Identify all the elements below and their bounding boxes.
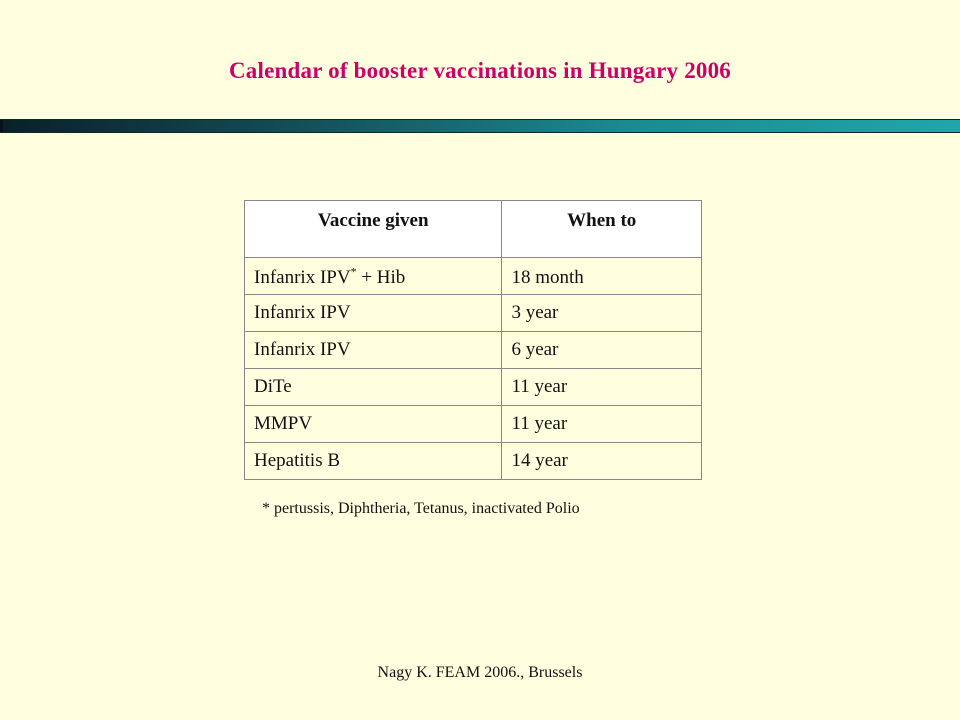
slide-title: Calendar of booster vaccinations in Hungary 2006 — [229, 58, 731, 83]
vaccine-cell: Infanrix IPV — [245, 295, 502, 332]
vaccine-cell: Infanrix IPV — [245, 332, 502, 369]
vaccine-cell: DiTe — [245, 369, 502, 406]
table-row — [245, 443, 702, 480]
decorative-bar-cap — [0, 120, 3, 132]
vaccine-cell: MMPV — [245, 406, 502, 443]
table-header-row — [245, 201, 702, 258]
when-cell: 11 year — [502, 406, 702, 443]
when-cell: 11 year — [502, 369, 702, 406]
table-row — [245, 406, 702, 443]
table-row — [245, 369, 702, 406]
vaccine-cell: Hepatitis B — [245, 443, 502, 480]
vaccine-name: Infanrix IPV — [254, 267, 351, 288]
table-footnote: * pertussis, Diphtheria, Tetanus, inactivated Polio — [262, 500, 580, 517]
table-row — [245, 295, 702, 332]
footnote-marker: * — [350, 264, 357, 279]
when-cell: 14 year — [502, 443, 702, 480]
decorative-gradient-bar — [0, 119, 960, 133]
when-cell: 6 year — [502, 332, 702, 369]
table-row — [245, 332, 702, 369]
vaccine-suffix: + Hib — [356, 267, 406, 288]
column-header-when: When to — [502, 201, 702, 258]
slide-footer: Nagy K. FEAM 2006., Brussels — [377, 664, 583, 681]
when-cell: 18 month — [502, 258, 702, 295]
vaccination-table — [244, 200, 702, 480]
table-row — [245, 258, 702, 295]
when-cell: 3 year — [502, 295, 702, 332]
vaccine-cell — [245, 258, 502, 295]
column-header-vaccine: Vaccine given — [245, 201, 502, 258]
